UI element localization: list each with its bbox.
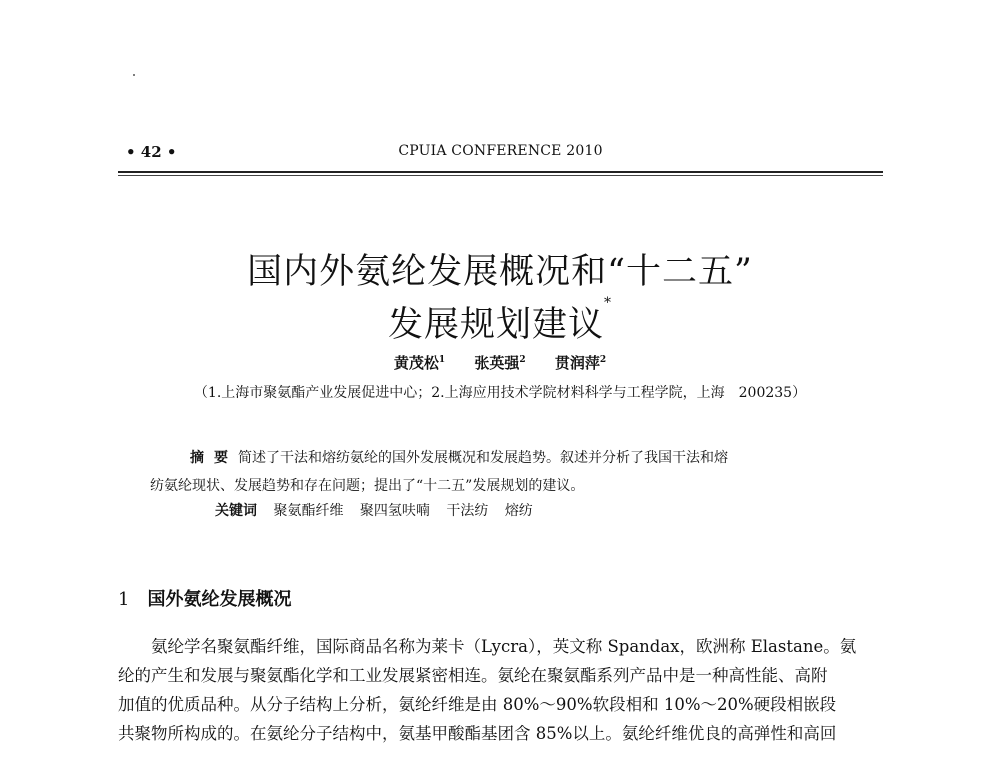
section-number: 1 [118, 589, 130, 610]
header-rule-thin [118, 175, 883, 176]
abstract-text-line-2: 纺氨纶现状、发展趋势和存在问题；提出了“十二五”发展规划的建议。 [150, 478, 585, 494]
scan-speck [133, 74, 135, 76]
body-line-text: 氨纶学名聚氨酯纤维，国际商品名称为莱卡（Lycra），英文称 Spandax，欧洲称 Elastane。氨 [151, 637, 857, 656]
author-name: 黄茂松 [393, 354, 439, 372]
page-number: • 42 • [126, 143, 177, 161]
author [474, 354, 525, 372]
abstract [150, 444, 850, 500]
body-line: 纶的产生和发展与聚氨酯化学和工业发展紧密相连。氨纶在聚氨酯系列产品中是一种高性能、高附 [118, 666, 828, 685]
paper-title-line-2-text: 发展规划建议 [387, 305, 604, 345]
paper-title-line-1: 国内外氨纶发展概况和“十二五” [247, 252, 753, 292]
conference-name: CPUIA CONFERENCE 2010 [398, 143, 603, 159]
author [555, 354, 606, 372]
author [394, 354, 445, 372]
author-affil-mark: 1 [438, 355, 446, 365]
author-affil-mark: 2 [599, 355, 607, 365]
section-heading [118, 585, 291, 611]
keyword: 干法纺 [446, 503, 489, 519]
keywords [215, 500, 545, 520]
title-footnote-mark: * [604, 295, 612, 311]
keywords-label: 关键词 [215, 503, 257, 519]
abstract-label: 摘要 [190, 450, 238, 466]
keyword: 熔纺 [504, 503, 533, 519]
body-line: 加值的优质品种。从分子结构上分析，氨纶纤维是由 80%～90%软段相和 10%～20%硬段相嵌段 [118, 695, 837, 714]
author-affil-mark: 2 [519, 355, 526, 365]
abstract-text-line-1: 简述了干法和熔纺氨纶的国外发展概况和发展趋势。叙述并分析了我国干法和熔 [238, 450, 728, 466]
author-name: 张英强 [474, 354, 520, 372]
running-header [118, 143, 883, 165]
keyword: 聚氨酯纤维 [273, 503, 344, 519]
author-list [0, 352, 1000, 373]
affiliation: （1.上海市聚氨酯产业发展促进中心；2.上海应用技术学院材料科学与工程学院，上海 200235） [193, 385, 807, 401]
header-rule-thick [118, 171, 883, 173]
body-line: 共聚物所构成的。在氨纶分子结构中，氨基甲酸酯基团含 85%以上。氨纶纤维优良的高弹性和高回 [118, 724, 837, 743]
section-title: 国外氨纶发展概况 [147, 589, 292, 610]
author-name: 贯润萍 [554, 354, 600, 372]
keyword: 聚四氢呋喃 [359, 503, 430, 519]
body-paragraph [118, 632, 883, 748]
body-line [118, 632, 883, 661]
paper-title-line-2 [0, 297, 1000, 347]
